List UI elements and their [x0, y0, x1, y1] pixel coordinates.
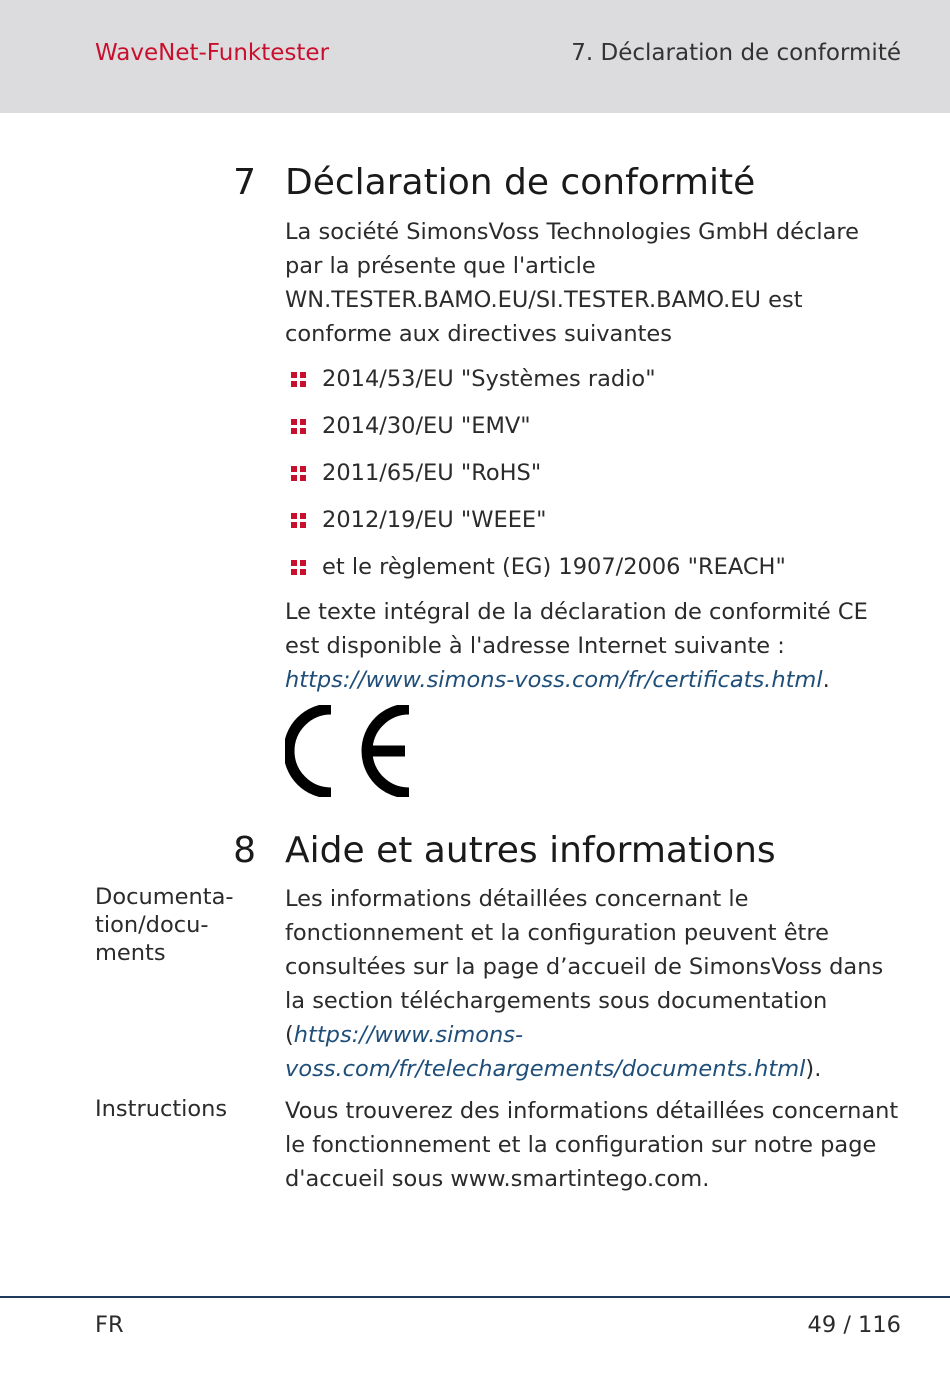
bullet-icon — [291, 466, 306, 481]
section-7-number: 7 — [233, 162, 256, 203]
fulltext-text: Le texte intégral de la déclaration de conformité CE est disponible à l'adresse Internet suivante : — [285, 599, 868, 659]
documentation-text: Les informations détaillées concernant le fonctionnement et la configuration peuvent être consultées sur la page d’accueil de SimonsVoss dans la section téléchargements sous documentation ( — [285, 886, 884, 1048]
section-7-title: Déclaration de conformité — [285, 162, 756, 203]
directive-text: 2014/53/EU "Systèmes radio" — [322, 366, 656, 392]
header-product-name: WaveNet-Funktester — [95, 40, 330, 66]
directives-list — [288, 362, 898, 597]
section-8-number: 8 — [233, 830, 256, 871]
instructions-paragraph: Vous trouverez des informations détaillées concernant le fonctionnement et la configuration sur notre page d'accueil sous www.smartintego.com. — [285, 1098, 899, 1192]
documents-link[interactable]: https://www.simons-voss.com/fr/telechargements/documents.html — [285, 1022, 806, 1082]
list-item — [288, 456, 898, 503]
bullet-icon — [291, 513, 306, 528]
directive-text: 2014/30/EU "EMV" — [322, 413, 531, 439]
footer-divider — [0, 1296, 950, 1298]
conformity-intro: La société SimonsVoss Technologies GmbH déclare par la présente que l'article WN.TESTER.BAMO.EU/SI.TESTER.BAMO.EU est conforme aux directives suivantes — [285, 219, 859, 347]
footer-language: FR — [95, 1312, 124, 1338]
certificates-link[interactable]: https://www.simons-voss.com/fr/certificats.html — [285, 667, 823, 693]
header-chapter-title: 7. Déclaration de conformité — [571, 40, 901, 66]
list-item — [288, 503, 898, 550]
page-number: 49 / 116 — [807, 1312, 901, 1338]
documentation-paragraph — [285, 882, 900, 1086]
documentation-label: Documenta-tion/docu-ments — [95, 884, 234, 966]
bullet-icon — [291, 419, 306, 434]
section-8-title: Aide et autres informations — [285, 830, 776, 871]
instructions-label: Instructions — [95, 1096, 228, 1122]
list-item — [288, 550, 898, 597]
list-item — [288, 362, 898, 409]
documentation-end: ). — [805, 1056, 822, 1082]
directive-text: et le règlement (EG) 1907/2006 "REACH" — [322, 554, 786, 580]
directive-text: 2011/65/EU "RoHS" — [322, 460, 542, 486]
bullet-icon — [291, 560, 306, 575]
fulltext-paragraph — [285, 595, 900, 697]
page-header — [0, 0, 950, 113]
bullet-icon — [291, 372, 306, 387]
list-item — [288, 409, 898, 456]
ce-mark-icon — [285, 705, 413, 797]
fulltext-end: . — [822, 667, 830, 693]
directive-text: 2012/19/EU "WEEE" — [322, 507, 547, 533]
